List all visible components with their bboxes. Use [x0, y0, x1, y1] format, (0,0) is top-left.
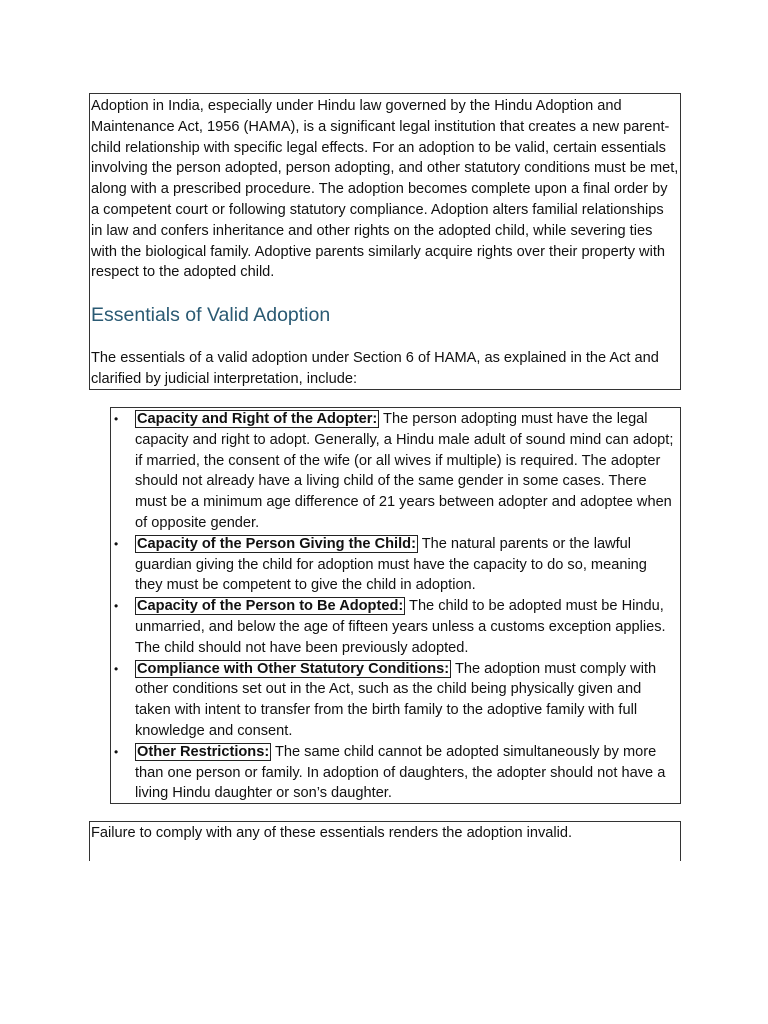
list-item — [111, 742, 674, 804]
list-item-text: The adoption must comply with other conditions set out in the Act, such as the child being physically given and taken with intent to transfer from the birth family to the adoptive family with full knowledge and consent. — [135, 660, 657, 739]
bullet-icon: • — [114, 536, 119, 551]
bullet-icon: • — [114, 744, 119, 759]
failure-paragraph: Failure to comply with any of these essentials renders the adoption invalid. — [91, 825, 573, 841]
section-heading: Essentials of Valid Adoption — [91, 304, 331, 327]
intro-paragraph: Adoption in India, especially under Hindu law governed by the Hindu Adoption and Maintenance Act, 1956 (HAMA), is a significant legal institution that creates a new parent-child relationship with specific legal effects. For an adoption to be valid, certain essentials involving the person adopted, person adopting, and other statutory conditions must be met, along with a prescribed procedure. The adoption becomes complete upon a final order by a competent court or following statutory compliance. Adoption alters familial relationships in law and confers inheritance and other rights on the adopted child, while severing ties with the biological family. Adoptive parents similarly acquire rights over their property with respect to the adopted child. — [91, 98, 679, 281]
list-item-term: Other Restrictions: — [137, 743, 270, 760]
bullet-icon: • — [114, 599, 119, 614]
list-item-term: Compliance with Other Statutory Conditions: — [137, 660, 450, 677]
list-item — [111, 409, 674, 534]
bullet-icon: • — [114, 412, 119, 426]
list-item-text: The person adopting must have the legal capacity and right to adopt. Generally, a Hindu male adult of sound mind can adopt; if married, the consent of the wife (or all wives if multiple) is required. The adopter should not already have a living child of the same gender in some cases. There must be a minimum age difference of 21 years between adopter and adoptee when of opposite gender. — [135, 411, 674, 531]
list-item-term: Capacity and Right of the Adopter: — [137, 411, 378, 427]
list-item-text: The natural parents or the lawful guardian giving the child for adoption must have the capacity to do so, meaning they must be competent to give the child in adoption. — [135, 535, 647, 594]
failure-section — [89, 821, 681, 861]
list-item — [111, 596, 674, 658]
intro-section — [89, 93, 681, 390]
list-item-text: The child to be adopted must be Hindu, unmarried, and below the age of fifteen years unless a customs exception applies. The child should not have been previously adopted. — [135, 598, 666, 656]
list-item — [111, 534, 674, 596]
bullet-icon: • — [114, 661, 119, 676]
list-item-term: Capacity of the Person Giving the Child: — [137, 535, 416, 552]
essentials-list — [111, 409, 674, 804]
list-item — [111, 659, 674, 742]
list-item-text: The same child cannot be adopted simultaneously by more than one person or family. In adoption of daughters, the adopter should not have a living Hindu daughter or son’s daughter. — [135, 743, 666, 802]
essentials-list-section — [110, 407, 681, 804]
lead-paragraph: The essentials of a valid adoption under Section 6 of HAMA, as explained in the Act and clarified by judicial interpretation, include: — [91, 350, 659, 387]
list-item-term: Capacity of the Person to Be Adopted: — [137, 598, 404, 615]
